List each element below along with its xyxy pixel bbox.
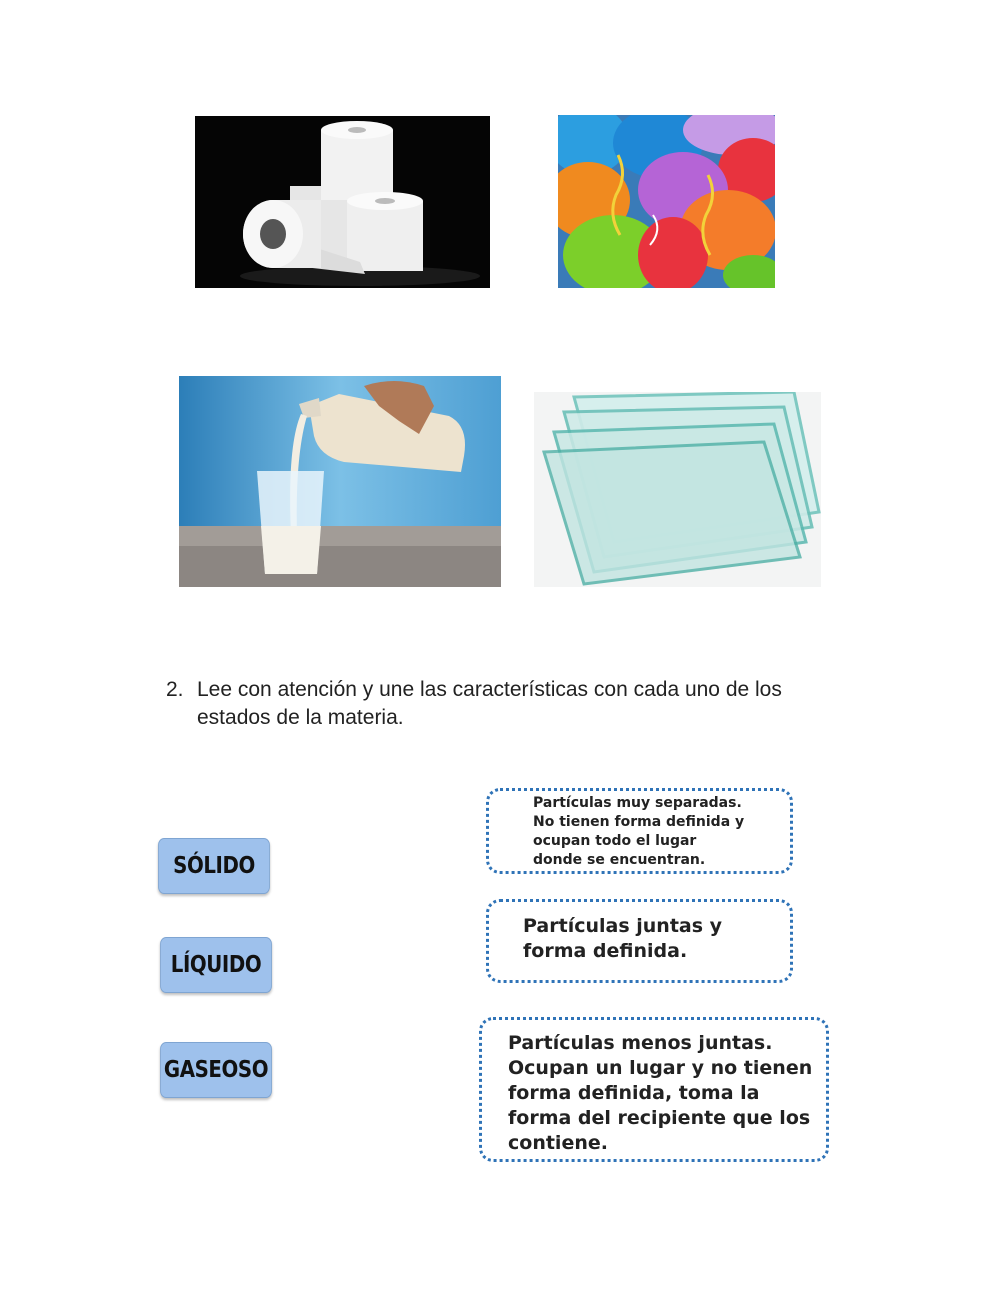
card-line: forma definida, toma la (508, 1082, 760, 1104)
toilet-paper-rolls-image (195, 116, 490, 288)
card-line: Partículas menos juntas. (508, 1032, 773, 1054)
card-line: ocupan todo el lugar (533, 833, 697, 849)
state-gaseoso-button[interactable]: GASEOSO (160, 1042, 272, 1098)
milk-pouring-image (179, 376, 501, 587)
characteristic-card-liquid[interactable] (479, 1017, 829, 1162)
card-line: forma del recipiente que los (508, 1107, 811, 1129)
card-line: forma definida. (523, 940, 688, 962)
card-line: Ocupan un lugar y no tienen (508, 1057, 813, 1079)
balloons-image (558, 115, 775, 288)
card-line: donde se encuentran. (533, 852, 706, 868)
characteristic-card-gas[interactable] (486, 788, 793, 874)
card-line: No tienen forma definida y (533, 814, 745, 830)
card-line: contiene. (508, 1132, 608, 1154)
card-line: Partículas juntas y (523, 915, 723, 937)
instruction-text: Lee con atención y une las características con cada uno de los estados de la materia. (197, 678, 782, 729)
glass-sheets-image (534, 392, 821, 587)
characteristic-card-solid[interactable] (486, 899, 793, 983)
instruction-number: 2. (166, 678, 184, 701)
state-liquido-button[interactable]: LÍQUIDO (160, 937, 272, 993)
state-solido-button[interactable]: SÓLIDO (158, 838, 270, 894)
card-line: Partículas muy separadas. (533, 795, 742, 811)
